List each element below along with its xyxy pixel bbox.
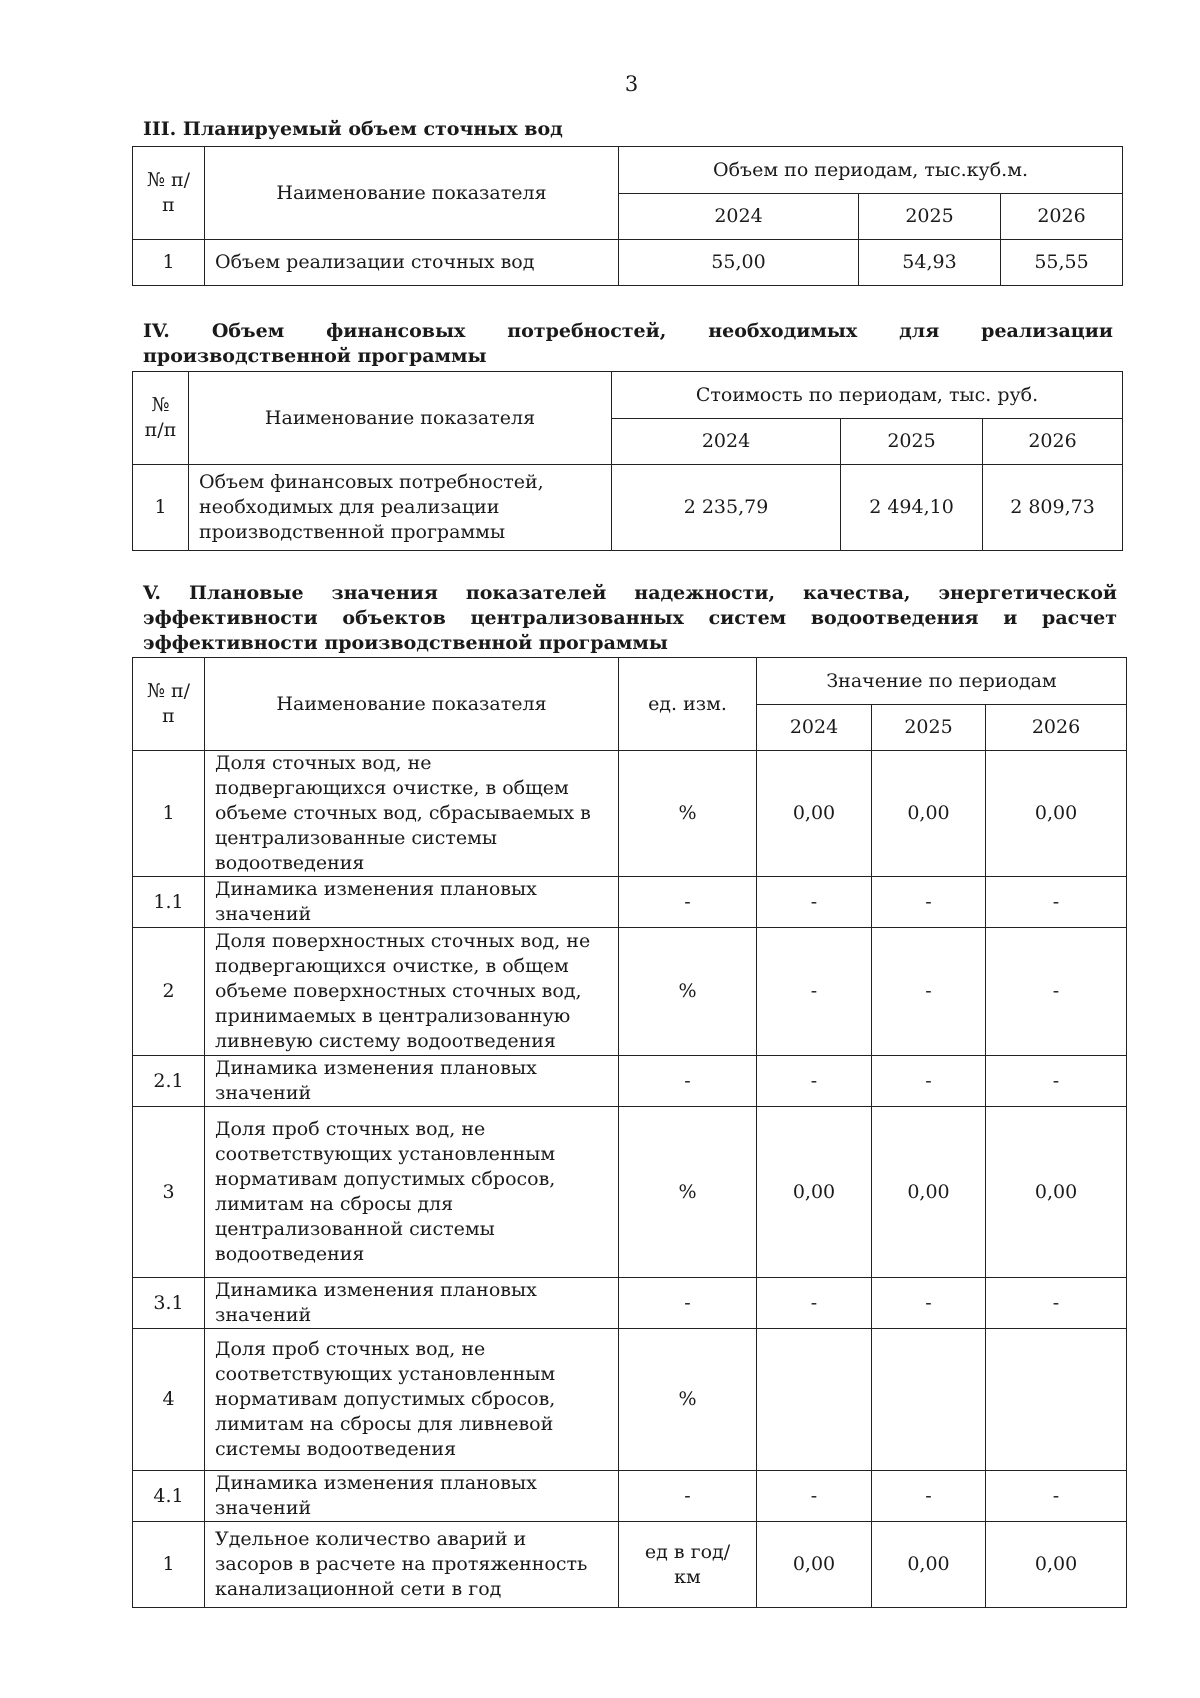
section-3-title: III. Планируемый объем сточных вод — [143, 118, 563, 140]
value-2026: 0,00 — [986, 1107, 1127, 1278]
value-2024: 0,00 — [757, 1522, 872, 1608]
value-2026 — [986, 1329, 1127, 1471]
value-2025: 0,00 — [872, 751, 986, 877]
row-name: Доля проб сточных вод, не соответствующих установленным нормативам допустимых сбросов, лимитам на сбросы для ливневой системы водоотведения — [205, 1329, 619, 1471]
table-row — [133, 1107, 1127, 1278]
value-2026: - — [986, 1471, 1127, 1522]
row-unit: - — [619, 1278, 757, 1329]
value-2025: 0,00 — [872, 1522, 986, 1608]
header-period-group: Стоимость по периодам, тыс. руб. — [612, 372, 1123, 419]
header-name: Наименование показателя — [205, 658, 619, 751]
row-unit: % — [619, 1329, 757, 1471]
value-2024: - — [757, 928, 872, 1056]
value-2024: 2 235,79 — [612, 465, 841, 551]
row-no: 2 — [133, 928, 205, 1056]
header-year: 2024 — [612, 419, 841, 465]
row-name: Динамика изменения плановых значений — [205, 1056, 619, 1107]
header-year: 2024 — [619, 194, 859, 240]
row-unit: % — [619, 751, 757, 877]
value-2026: - — [986, 877, 1127, 928]
row-no: 1 — [133, 240, 205, 286]
value-2025: - — [872, 1471, 986, 1522]
table-row — [133, 1056, 1127, 1107]
row-no: 1 — [133, 751, 205, 877]
value-2025: - — [872, 877, 986, 928]
value-2026: - — [986, 1278, 1127, 1329]
header-year: 2025 — [841, 419, 983, 465]
value-2026: 0,00 — [986, 751, 1127, 877]
value-2024: 0,00 — [757, 751, 872, 877]
value-2024: - — [757, 1471, 872, 1522]
header-year: 2025 — [872, 705, 986, 751]
value-2026: 0,00 — [986, 1522, 1127, 1608]
row-unit: - — [619, 877, 757, 928]
row-name: Объем реализации сточных вод — [205, 240, 619, 286]
header-year: 2026 — [1001, 194, 1123, 240]
row-name: Доля поверхностных сточных вод, не подвергающихся очистке, в общем объеме поверхностных сточных вод, принимаемых в централизованную ливневую систему водоотведения — [205, 928, 619, 1056]
row-no: 2.1 — [133, 1056, 205, 1107]
header-name: Наименование показателя — [205, 147, 619, 240]
value-2025: - — [872, 1278, 986, 1329]
value-2026: 55,55 — [1001, 240, 1123, 286]
value-2024: - — [757, 1278, 872, 1329]
value-2025: 0,00 — [872, 1107, 986, 1278]
section-4-table — [132, 371, 1123, 551]
header-year: 2025 — [859, 194, 1001, 240]
section-4-title: IV. Объем финансовых потребностей, необходимых для реализации производственной программы — [143, 320, 1113, 367]
row-unit: - — [619, 1056, 757, 1107]
header-year: 2026 — [983, 419, 1123, 465]
table-row — [133, 877, 1127, 928]
row-name: Динамика изменения плановых значений — [205, 877, 619, 928]
row-no: 1 — [133, 1522, 205, 1608]
value-2026: - — [986, 928, 1127, 1056]
value-2025 — [872, 1329, 986, 1471]
value-2026: 2 809,73 — [983, 465, 1123, 551]
value-2024: 0,00 — [757, 1107, 872, 1278]
row-name: Объем финансовых потребностей, необходимых для реализации производственной программы — [189, 465, 612, 551]
page-number: 3 — [624, 72, 639, 96]
table-row — [133, 1278, 1127, 1329]
value-2024 — [757, 1329, 872, 1471]
row-name: Доля сточных вод, не подвергающихся очистке, в общем объеме сточных вод, сбрасываемых в централизованные системы водоотведения — [205, 751, 619, 877]
section-5-table — [132, 657, 1127, 1608]
table-row — [133, 751, 1127, 877]
value-2024: 55,00 — [619, 240, 859, 286]
header-no: № п/п — [133, 658, 205, 751]
header-unit: ед. изм. — [619, 658, 757, 751]
value-2025: 54,93 — [859, 240, 1001, 286]
row-unit: - — [619, 1471, 757, 1522]
row-unit: ед в год/ км — [619, 1522, 757, 1608]
row-name: Удельное количество аварий и засоров в расчете на протяженность канализационной сети в год — [205, 1522, 619, 1608]
row-no: 1 — [133, 465, 189, 551]
section-3-table — [132, 146, 1123, 286]
header-period-group: Значение по периодам — [757, 658, 1127, 705]
table-row — [133, 465, 1123, 551]
value-2025: 2 494,10 — [841, 465, 983, 551]
header-year: 2026 — [986, 705, 1127, 751]
row-no: 1.1 — [133, 877, 205, 928]
row-no: 3 — [133, 1107, 205, 1278]
table-row — [133, 240, 1123, 286]
table-row — [133, 928, 1127, 1056]
value-2024: - — [757, 1056, 872, 1107]
header-year: 2024 — [757, 705, 872, 751]
header-no: № п/п — [133, 372, 189, 465]
table-row — [133, 1471, 1127, 1522]
table-row — [133, 1329, 1127, 1471]
value-2025: - — [872, 928, 986, 1056]
row-no: 4 — [133, 1329, 205, 1471]
row-name: Динамика изменения плановых значений — [205, 1471, 619, 1522]
table-row — [133, 1522, 1127, 1608]
row-name: Доля проб сточных вод, не соответствующих установленным нормативам допустимых сбросов, лимитам на сбросы для централизованной системы водоотведения — [205, 1107, 619, 1278]
value-2025: - — [872, 1056, 986, 1107]
header-no: № п/п — [133, 147, 205, 240]
row-no: 4.1 — [133, 1471, 205, 1522]
row-no: 3.1 — [133, 1278, 205, 1329]
row-name: Динамика изменения плановых значений — [205, 1278, 619, 1329]
value-2024: - — [757, 877, 872, 928]
header-period-group: Объем по периодам, тыс.куб.м. — [619, 147, 1123, 194]
section-5-title: V. Плановые значения показателей надежности, качества, энергетической эффективности объектов централизованных систем водоотведения и расчет эффективности производственной программы — [143, 582, 1117, 654]
row-unit: % — [619, 928, 757, 1056]
header-name: Наименование показателя — [189, 372, 612, 465]
value-2026: - — [986, 1056, 1127, 1107]
row-unit: % — [619, 1107, 757, 1278]
